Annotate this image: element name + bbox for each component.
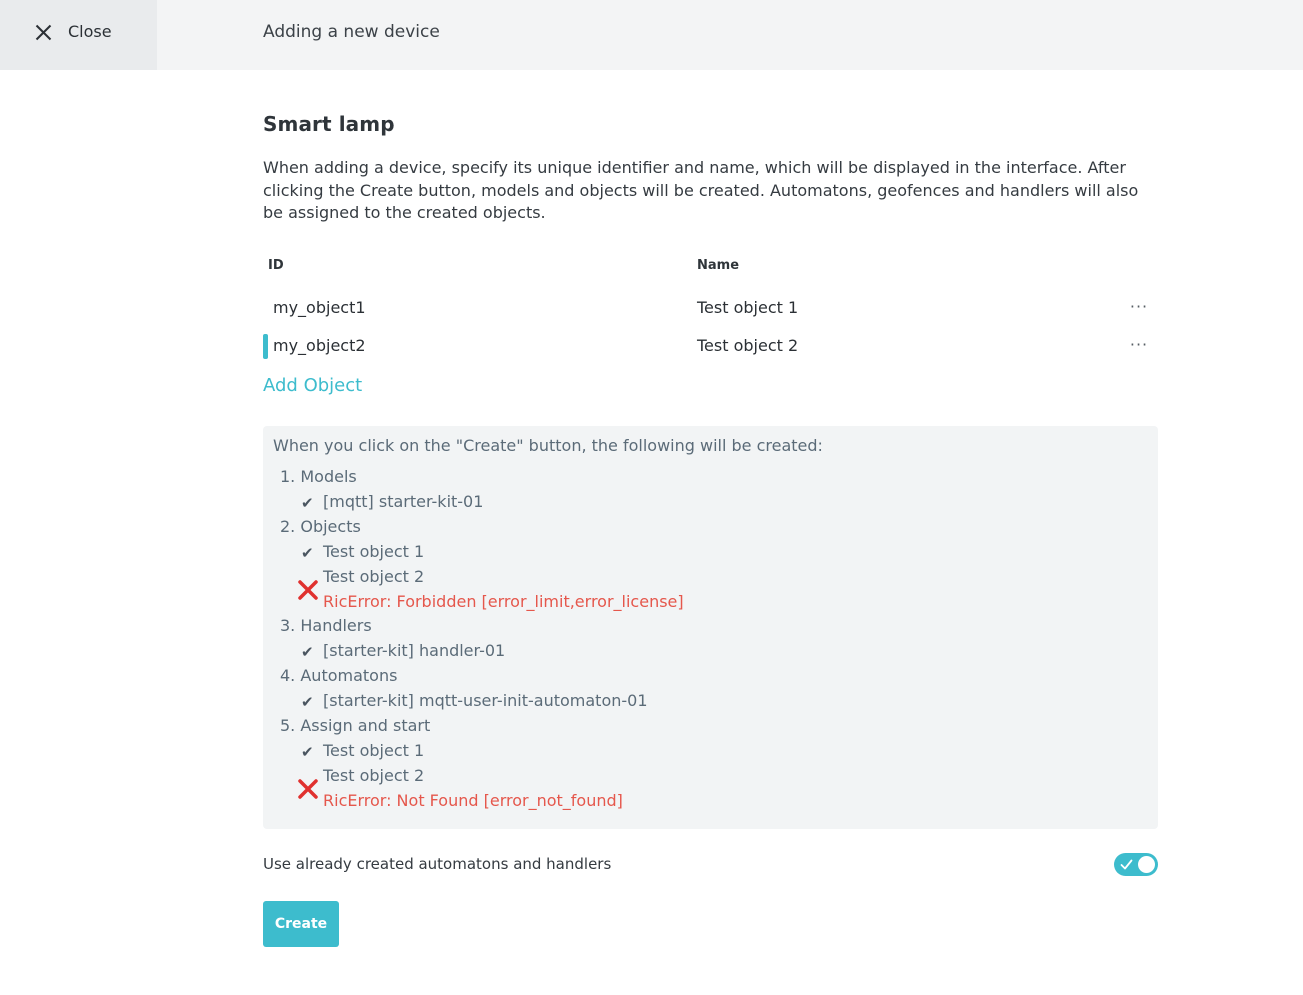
check-icon (1120, 858, 1133, 871)
check-icon: ✔ (301, 544, 314, 562)
device-description: When adding a device, specify its unique identifier and name, which will be displayed in the interface. After clicking the Create button, models and objects will be created. Automatons, geofences and handlers will also be assigned to the created objects. (263, 158, 1139, 222)
creation-summary-panel (263, 426, 1158, 829)
page-title: Adding a new device (263, 22, 440, 42)
check-icon: ✔ (301, 743, 314, 761)
object-id-field[interactable]: my_object1 (273, 298, 366, 317)
more-options-button[interactable]: ··· (1129, 335, 1149, 354)
summary-item: [mqtt] starter-kit-01 (323, 492, 484, 511)
toggle-knob (1138, 856, 1155, 873)
object-name-field[interactable]: Test object 2 (697, 336, 799, 355)
close-button[interactable] (0, 0, 157, 70)
error-cross-icon (297, 579, 319, 601)
object-name-field[interactable]: Test object 1 (697, 298, 799, 317)
column-header-name: Name (697, 258, 740, 273)
summary-section-title: 4. Automatons (280, 666, 398, 685)
column-header-id: ID (268, 258, 284, 273)
error-cross-icon (297, 778, 319, 800)
table-row[interactable] (263, 333, 1158, 361)
summary-section-title: 2. Objects (280, 517, 361, 536)
use-existing-label: Use already created automatons and handlers (263, 855, 612, 873)
check-icon: ✔ (301, 643, 314, 661)
summary-section-title: 3. Handlers (280, 616, 372, 635)
summary-section-title: 5. Assign and start (280, 716, 431, 735)
create-button[interactable]: Create (263, 901, 339, 947)
error-message: RicError: Not Found [error_not_found] (323, 791, 623, 810)
close-label: Close (68, 22, 112, 41)
summary-item: Test object 2 (323, 766, 425, 785)
check-icon: ✔ (301, 693, 314, 711)
error-message: RicError: Forbidden [error_limit,error_license] (323, 592, 684, 611)
summary-intro: When you click on the "Create" button, the following will be created: (273, 436, 823, 455)
active-row-marker (263, 334, 268, 359)
summary-item: Test object 1 (323, 741, 425, 760)
add-object-link[interactable]: Add Object (263, 375, 363, 396)
summary-section-title: 1. Models (280, 467, 357, 486)
use-existing-toggle[interactable] (1114, 853, 1158, 876)
summary-item: [starter-kit] mqtt-user-init-automaton-01 (323, 691, 648, 710)
object-id-field[interactable]: my_object2 (273, 336, 366, 355)
more-options-button[interactable]: ··· (1129, 297, 1149, 316)
top-bar (0, 0, 1303, 70)
summary-item: [starter-kit] handler-01 (323, 641, 506, 660)
table-row[interactable] (263, 295, 1158, 323)
summary-item: Test object 1 (323, 542, 425, 561)
check-icon: ✔ (301, 494, 314, 512)
device-heading: Smart lamp (263, 112, 395, 136)
close-icon (35, 24, 52, 41)
summary-item: Test object 2 (323, 567, 425, 586)
